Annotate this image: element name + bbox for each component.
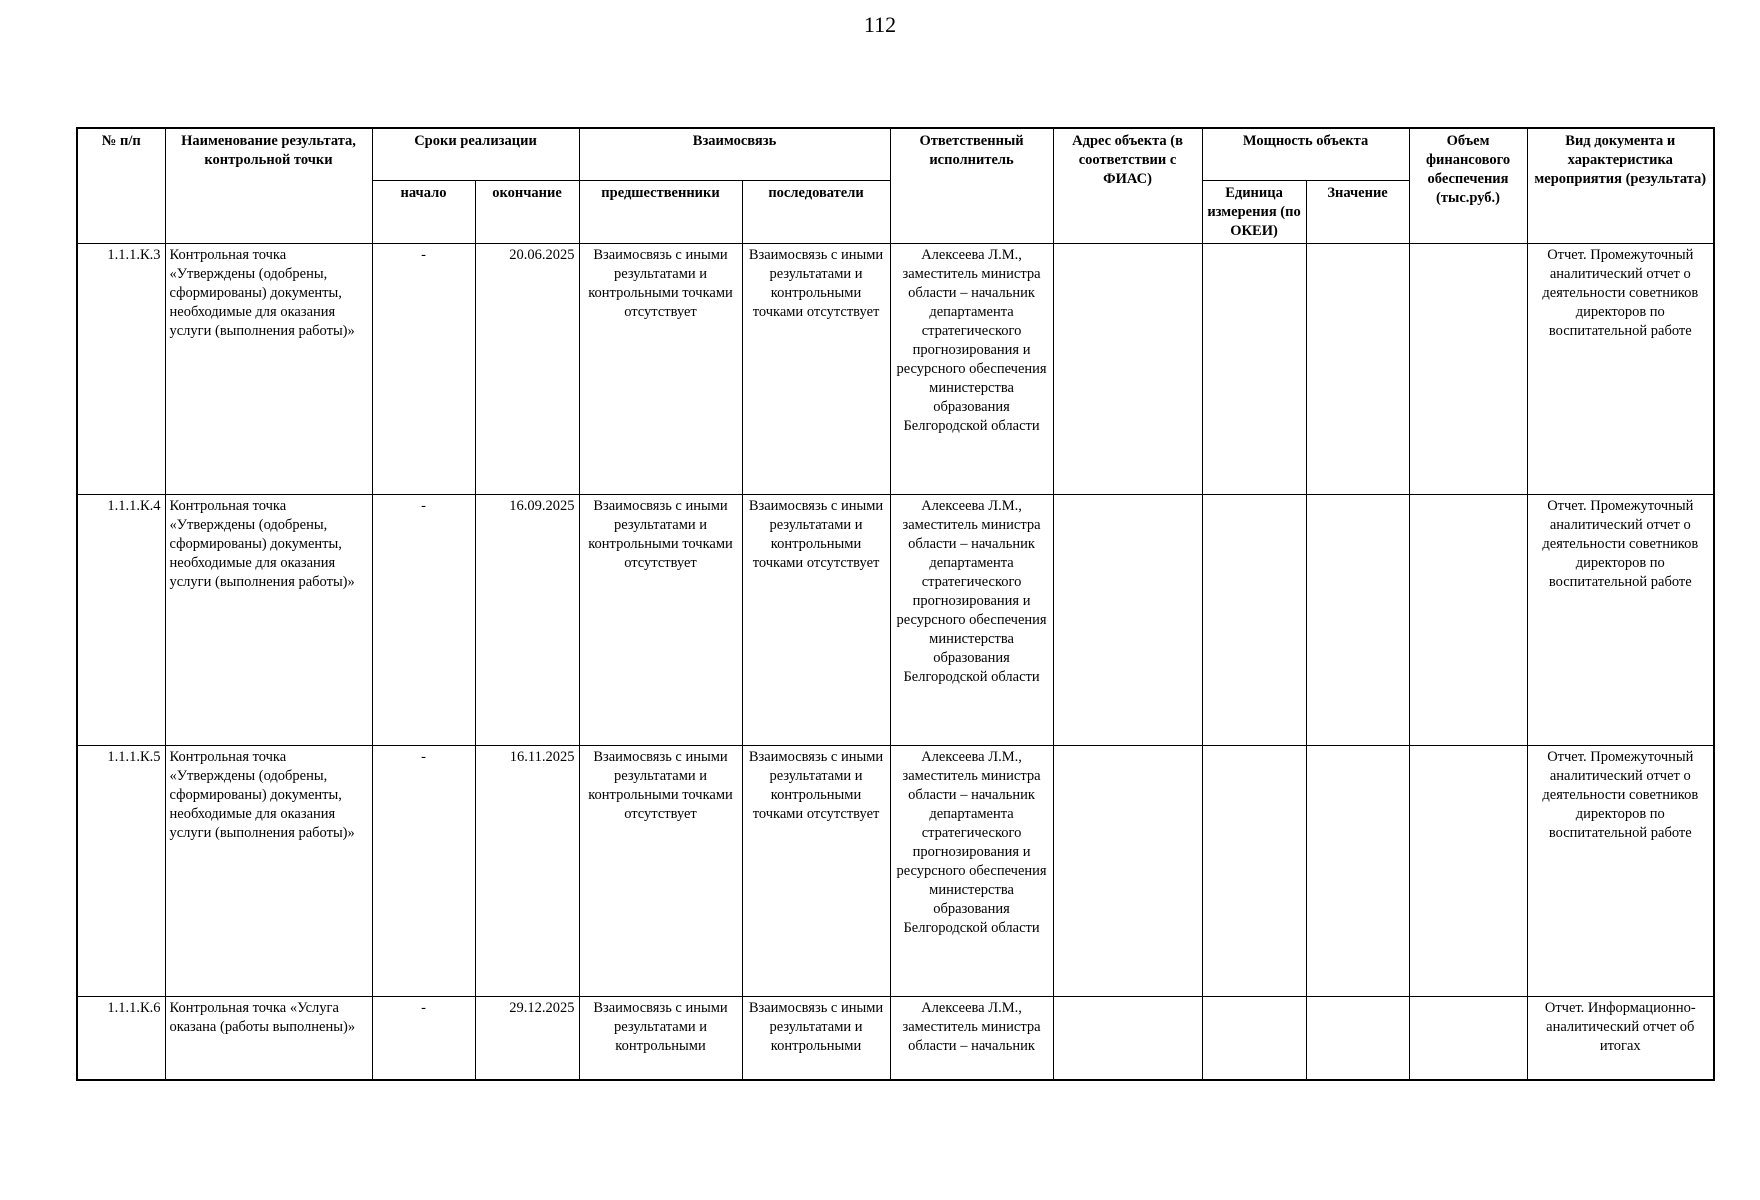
row-predecessors: Взаимосвязь с иными результатами и контрольными точками отсутствует: [579, 243, 742, 494]
row-end: 16.11.2025: [475, 745, 579, 996]
row-funding: [1409, 996, 1527, 1080]
header-relation-pred: предшественники: [579, 180, 742, 243]
row-name: Контрольная точка «Утверждены (одобрены, сформированы) документы, необходимые для оказания услуги (выполнения работы)»: [165, 494, 372, 745]
plan-table: [76, 127, 1715, 1081]
row-end: 20.06.2025: [475, 243, 579, 494]
row-start: -: [372, 996, 475, 1080]
header-relation: Взаимосвязь: [579, 128, 890, 180]
row-name: Контрольная точка «Услуга оказана (работы выполнены)»: [165, 996, 372, 1080]
row-end: 16.09.2025: [475, 494, 579, 745]
row-capacity-unit: [1202, 996, 1306, 1080]
table-header: [77, 128, 1714, 243]
row-num: 1.1.1.К.4: [77, 494, 165, 745]
row-doc: Отчет. Промежуточный аналитический отчет о деятельности советников директоров по воспитательной работе: [1527, 243, 1714, 494]
table-row: [77, 745, 1714, 996]
row-funding: [1409, 745, 1527, 996]
row-capacity-value: [1306, 996, 1409, 1080]
row-responsible: Алексеева Л.М., заместитель министра области – начальник департамента стратегического прогнозирования и ресурсного обеспечения министерства образования Белгородской области: [890, 494, 1053, 745]
header-doc-type: Вид документа и характеристика мероприятия (результата): [1527, 128, 1714, 243]
row-end: 29.12.2025: [475, 996, 579, 1080]
table-row: [77, 494, 1714, 745]
row-capacity-unit: [1202, 745, 1306, 996]
row-doc: Отчет. Промежуточный аналитический отчет о деятельности советников директоров по воспитательной работе: [1527, 745, 1714, 996]
row-responsible: Алексеева Л.М., заместитель министра области – начальник департамента стратегического прогнозирования и ресурсного обеспечения министерства образования Белгородской области: [890, 745, 1053, 996]
row-capacity-unit: [1202, 494, 1306, 745]
row-num: 1.1.1.К.5: [77, 745, 165, 996]
row-capacity-value: [1306, 243, 1409, 494]
header-capacity-unit: Единица измерения (по ОКЕИ): [1202, 180, 1306, 243]
header-period: Сроки реализации: [372, 128, 579, 180]
row-predecessors: Взаимосвязь с иными результатами и контрольными точками отсутствует: [579, 745, 742, 996]
header-period-end: окончание: [475, 180, 579, 243]
row-address: [1053, 243, 1202, 494]
row-funding: [1409, 243, 1527, 494]
row-responsible: Алексеева Л.М., заместитель министра области – начальник департамента стратегического прогнозирования и ресурсного обеспечения министерства образования Белгородской области: [890, 243, 1053, 494]
row-responsible: Алексеева Л.М., заместитель министра области – начальник: [890, 996, 1053, 1080]
row-address: [1053, 745, 1202, 996]
header-num: № п/п: [77, 128, 165, 243]
row-start: -: [372, 243, 475, 494]
row-name: Контрольная точка «Утверждены (одобрены, сформированы) документы, необходимые для оказания услуги (выполнения работы)»: [165, 243, 372, 494]
table-row: [77, 996, 1714, 1080]
row-address: [1053, 494, 1202, 745]
row-predecessors: Взаимосвязь с иными результатами и контрольными точками отсутствует: [579, 494, 742, 745]
row-successors: Взаимосвязь с иными результатами и контрольными точками отсутствует: [742, 494, 890, 745]
table-row: [77, 243, 1714, 494]
row-num: 1.1.1.К.6: [77, 996, 165, 1080]
row-successors: Взаимосвязь с иными результатами и контрольными точками отсутствует: [742, 745, 890, 996]
table-body: [77, 243, 1714, 1080]
header-funding: Объем финансового обеспечения (тыс.руб.): [1409, 128, 1527, 243]
header-capacity: Мощность объекта: [1202, 128, 1409, 180]
row-doc: Отчет. Промежуточный аналитический отчет о деятельности советников директоров по воспитательной работе: [1527, 494, 1714, 745]
row-predecessors: Взаимосвязь с иными результатами и контрольными: [579, 996, 742, 1080]
header-name: Наименование результата, контрольной точки: [165, 128, 372, 243]
header-period-start: начало: [372, 180, 475, 243]
row-num: 1.1.1.К.3: [77, 243, 165, 494]
row-address: [1053, 996, 1202, 1080]
row-capacity-value: [1306, 745, 1409, 996]
page-number: 112: [863, 12, 897, 37]
row-successors: Взаимосвязь с иными результатами и контрольными: [742, 996, 890, 1080]
header-address: Адрес объекта (в соответствии с ФИАС): [1053, 128, 1202, 243]
row-successors: Взаимосвязь с иными результатами и контрольными точками отсутствует: [742, 243, 890, 494]
header-capacity-value: Значение: [1306, 180, 1409, 243]
row-capacity-unit: [1202, 243, 1306, 494]
row-funding: [1409, 494, 1527, 745]
header-responsible: Ответственный исполнитель: [890, 128, 1053, 243]
row-start: -: [372, 494, 475, 745]
row-capacity-value: [1306, 494, 1409, 745]
row-start: -: [372, 745, 475, 996]
row-name: Контрольная точка «Утверждены (одобрены, сформированы) документы, необходимые для оказания услуги (выполнения работы)»: [165, 745, 372, 996]
header-relation-succ: последователи: [742, 180, 890, 243]
row-doc: Отчет. Информационно-аналитический отчет об итогах: [1527, 996, 1714, 1080]
